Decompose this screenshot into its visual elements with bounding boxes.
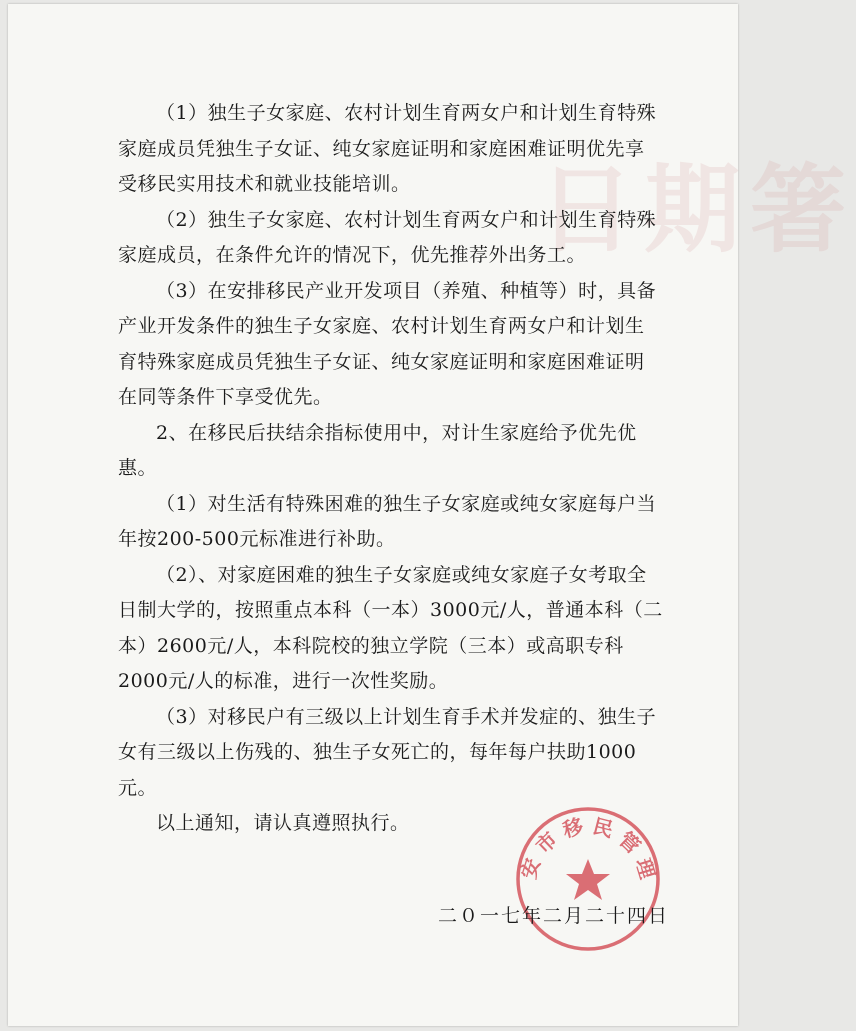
- paragraph-5: （1）对生活有特殊困难的独生子女家庭或纯女家庭每户当年按200-500元标准进行补助。: [118, 492, 657, 550]
- closing-paragraph: 以上通知，请认真遵照执行。: [156, 812, 410, 834]
- paragraph-6: （2）、对家庭困难的独生子女家庭或纯女家庭子女考取全日制大学的，按照重点本科（一本）3000元/人，普通本科（二本）2600元/人，本科院校的独立学院（三本）或高职专科2000元/人的标准，进行一次性奖励。: [118, 563, 663, 692]
- paragraph-3: （3）在安排移民产业开发项目（养殖、种植等）时，具备产业开发条件的独生子女家庭、农村计划生育两女户和计划生育特殊家庭成员凭独生子女证、纯女家庭证明和家庭困难证明在同等条件下享受优先。: [118, 279, 657, 408]
- paragraph-1: （1）独生子女家庭、农村计划生育两女户和计划生育特殊家庭成员凭独生子女证、纯女家庭证明和家庭困难证明优先享受移民实用技术和就业技能培训。: [118, 102, 657, 195]
- paragraph-4: 2、在移民后扶结余指标使用中，对计生家庭给予优先优惠。: [118, 421, 637, 479]
- bleed-through-shadow: 日期箸: [538, 153, 856, 266]
- paragraph-7: （3）对移民户有三级以上计划生育手术并发症的、独生子女有三级以上伤残的、独生子女死亡的，每年每户扶助1000元。: [118, 705, 657, 799]
- seal-text: 安 市 移 民 管 理: [516, 813, 660, 882]
- document-page: [8, 4, 856, 1026]
- document-date: 二０一七年二月二十四日: [438, 905, 670, 927]
- official-seal-stamp: [513, 804, 663, 954]
- paragraph-2: （2）独生子女家庭、农村计划生育两女户和计划生育特殊家庭成员，在条件允许的情况下，优先推荐外出务工。: [118, 208, 657, 266]
- document-body: [118, 96, 663, 842]
- seal-star-icon: [566, 859, 610, 900]
